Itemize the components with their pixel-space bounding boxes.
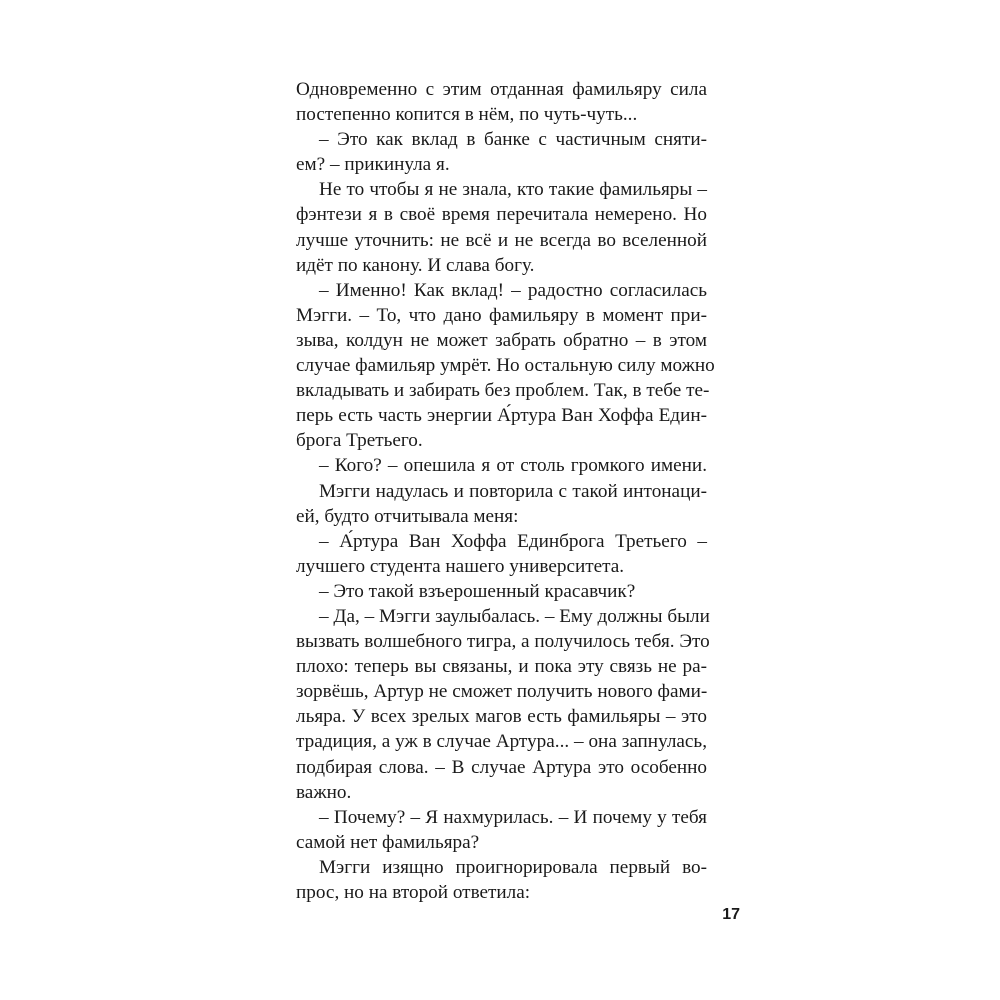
text-line: Не то чтобы я не знала, кто такие фамильяры – bbox=[319, 179, 707, 201]
text-line: фэнтези я в своё время перечитала немерено. Но bbox=[296, 204, 707, 226]
text-line: Одновременно с этим отданная фамильяру сила bbox=[296, 79, 707, 100]
text-line: идёт по канону. И слава богу. bbox=[296, 254, 535, 276]
text-line: ем? – прикинула я. bbox=[296, 154, 450, 176]
text-line: – А́ртура Ван Хоффа Единброга Третьего – bbox=[319, 530, 707, 552]
text-line: брога Третьего. bbox=[296, 430, 423, 452]
text-line: вызвать волшебного тигра, а получилось тебя. Это bbox=[296, 631, 710, 653]
text-line: плохо: теперь вы связаны, и пока эту связь не ра- bbox=[296, 656, 707, 678]
body-text bbox=[296, 77, 715, 905]
text-line: перь есть часть энергии А́ртура Ван Хоффа Един- bbox=[296, 405, 707, 427]
text-line: – Именно! Как вклад! – радостно согласилась bbox=[319, 279, 707, 301]
text-line: ей, будто отчитывала меня: bbox=[296, 505, 519, 527]
text-line: лучшего студента нашего университета. bbox=[296, 555, 625, 577]
text-line: постепенно копится в нём, по чуть-чуть... bbox=[296, 104, 638, 126]
text-line: случае фамильяр умрёт. Но остальную силу можно bbox=[296, 355, 715, 377]
text-line: вкладывать и забирать без проблем. Так, в тебе те- bbox=[296, 380, 710, 402]
text-line: зорвёшь, Артур не сможет получить нового фами- bbox=[296, 681, 708, 703]
text-line: традиция, а уж в случае Артура... – она запнулась, bbox=[296, 731, 707, 753]
text-line: льяра. У всех зрелых магов есть фамильяры – это bbox=[296, 706, 707, 728]
text-line: важно. bbox=[296, 781, 352, 803]
text-line: подбирая слова. – В случае Артура это особенно bbox=[296, 756, 707, 778]
text-line: – Почему? – Я нахмурилась. – И почему у тебя bbox=[319, 806, 707, 828]
text-line: прос, но на второй ответила: bbox=[296, 882, 531, 903]
text-line: – Это такой взъерошенный красавчик? bbox=[319, 580, 636, 602]
page-number: 17 bbox=[722, 906, 740, 923]
text-line: лучше уточнить: не всё и не всегда во вселенной bbox=[296, 229, 707, 251]
text-line: Мэгги надулась и повторила с такой интонаци- bbox=[319, 480, 707, 502]
text-line: – Да, – Мэгги заулыбалась. – Ему должны были bbox=[319, 605, 710, 627]
text-line: Мэгги изящно проигнорировала первый во- bbox=[319, 856, 707, 878]
text-line: самой нет фамильяра? bbox=[296, 831, 480, 853]
text-line: Мэгги. – То, что дано фамильяру в момент при- bbox=[296, 304, 707, 326]
text-line: зыва, колдун не может забрать обратно – в этом bbox=[296, 329, 707, 351]
text-line: – Кого? – опешила я от столь громкого имени. bbox=[319, 455, 707, 477]
text-line: – Это как вклад в банке с частичным сняти- bbox=[319, 129, 707, 151]
